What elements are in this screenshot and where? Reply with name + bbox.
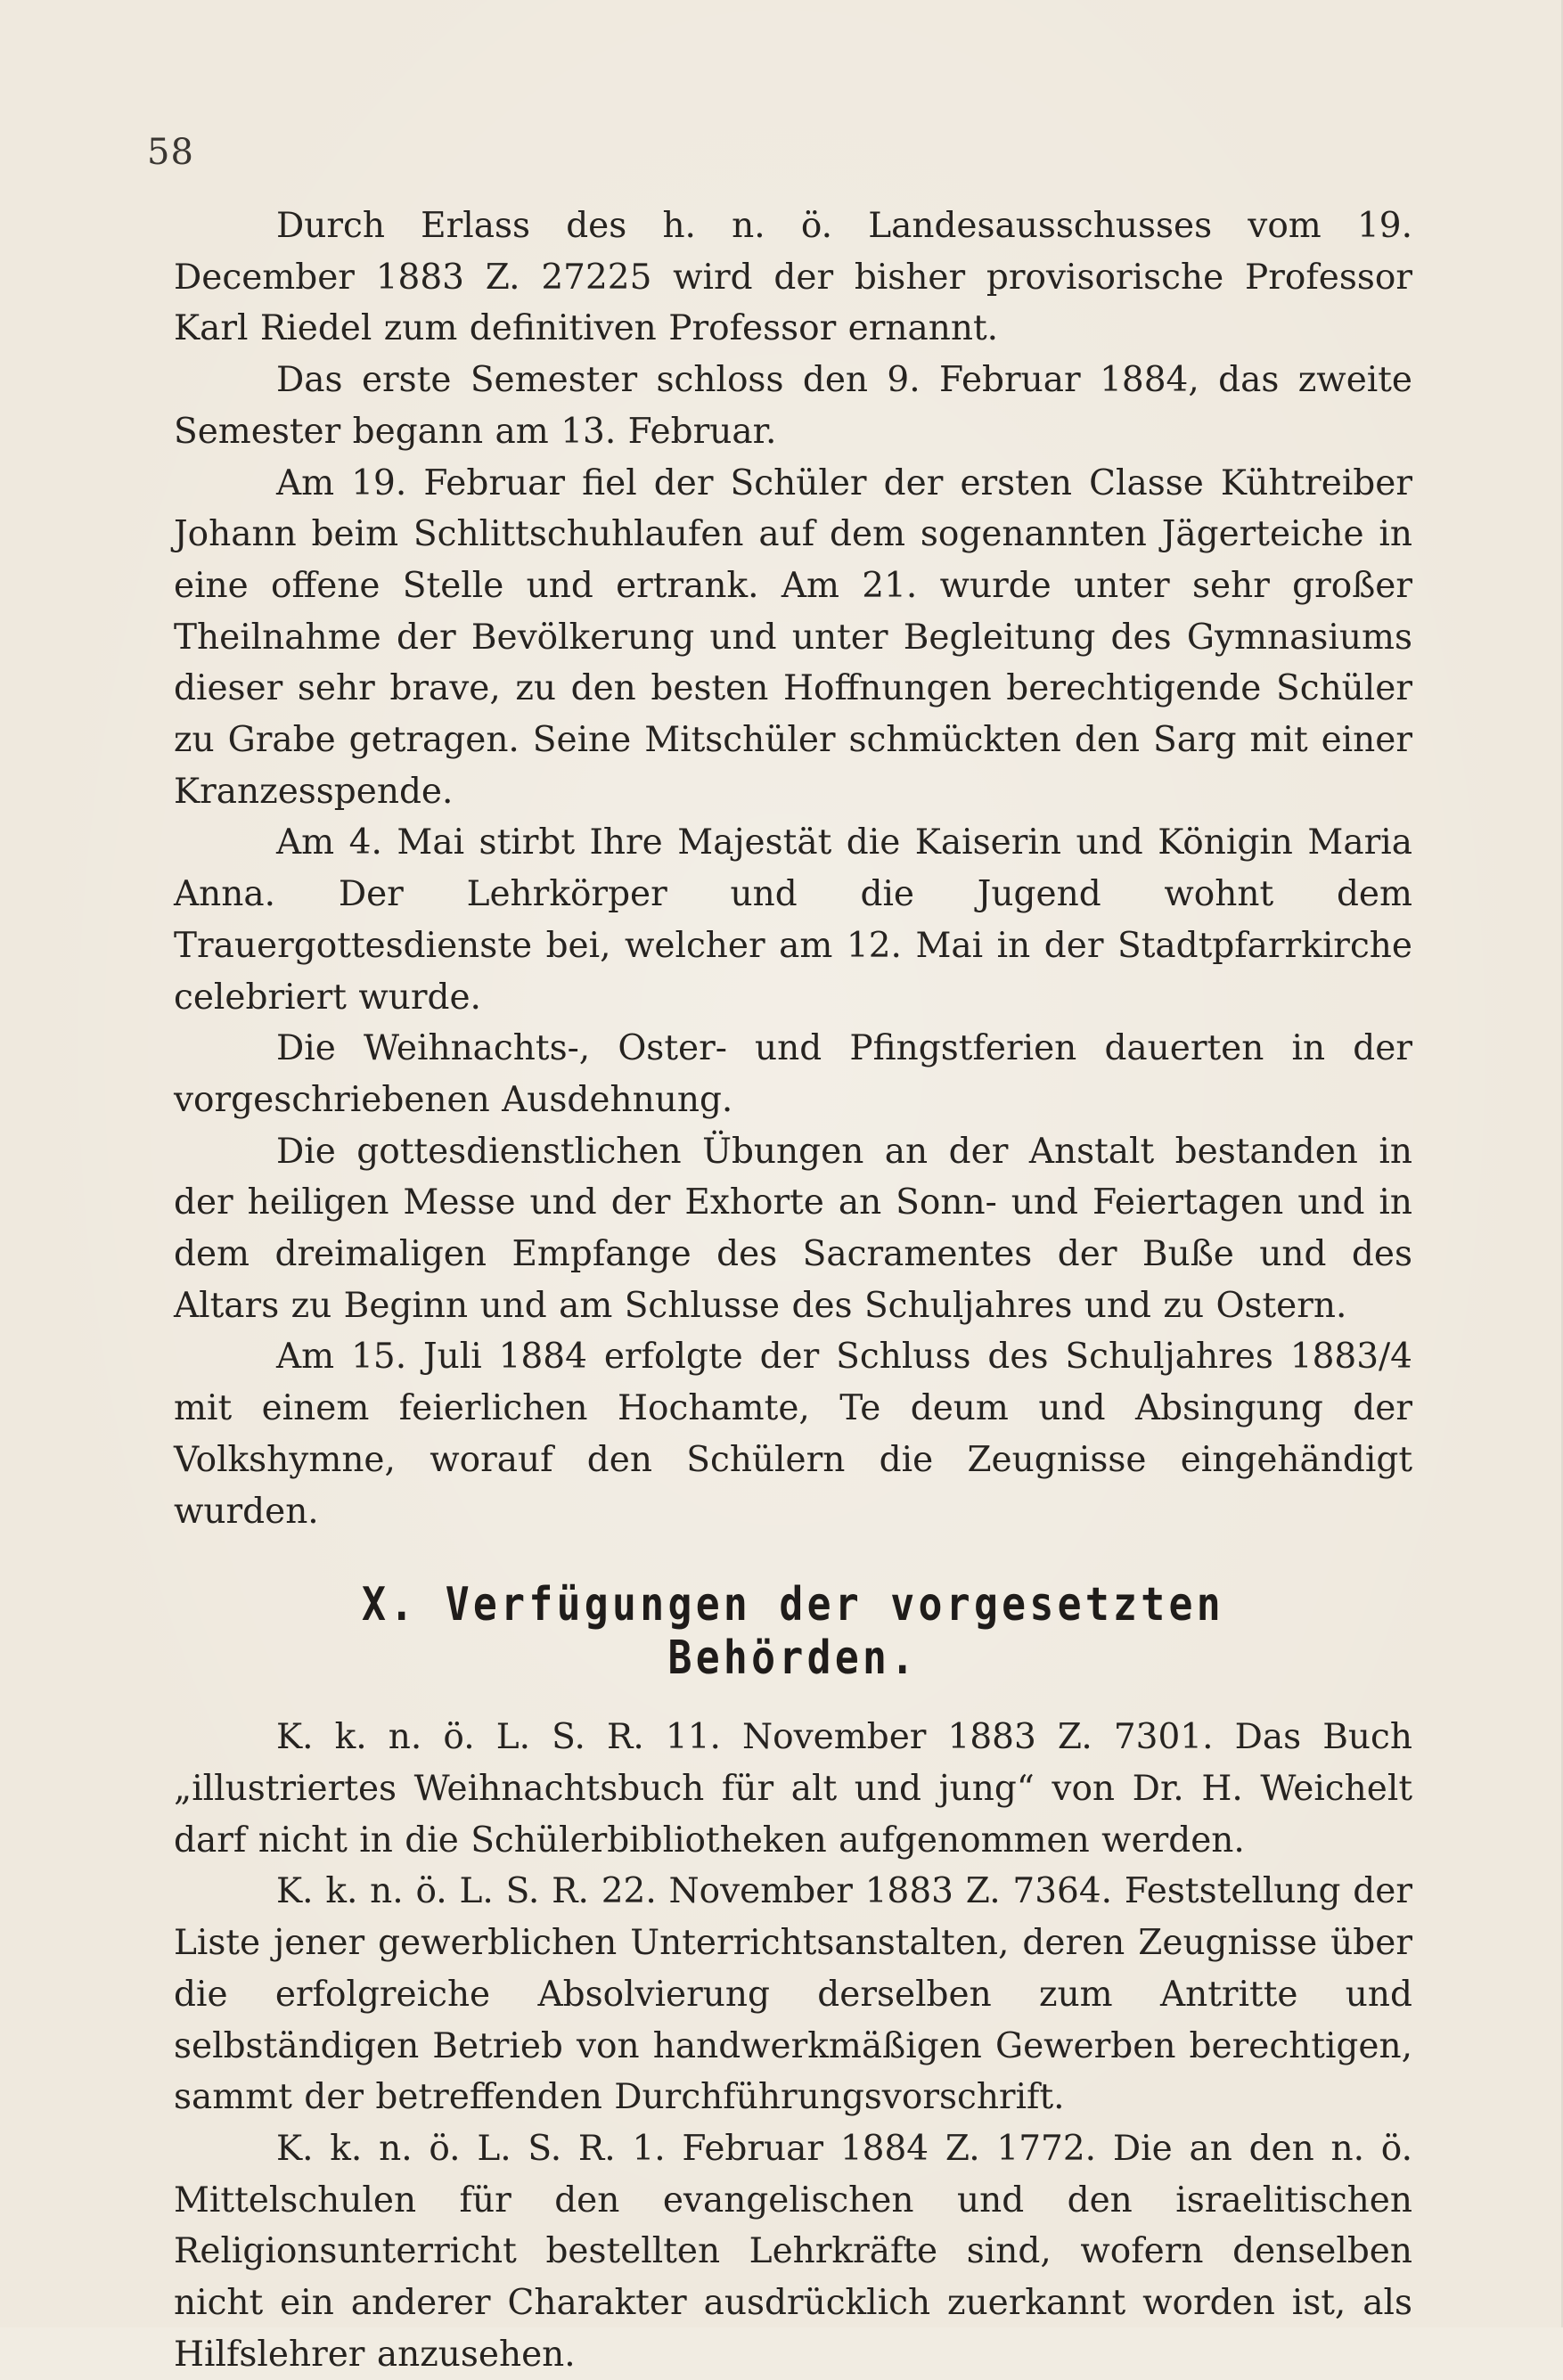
paragraph-school-year-end: Am 15. Juli 1884 erfolgte der Schluss des Schuljahres 1883/4 mit einem feierlichen Hochamte, Te deum und Absingung der Volkshymne, worauf den Schülern die Zeugnisse eingehändigt wurden. — [174, 1337, 1412, 1532]
paragraph-empress-death: Am 4. Mai stirbt Ihre Majestät die Kaiserin und Königin Maria Anna. Der Lehrkörper und die Jugend wohnt dem Trauergottesdienste bei, welcher am 12. Mai in der Stadtpfarrkirche celebriert wurde. — [174, 822, 1412, 1018]
paragraph-student-accident: Am 19. Februar fiel der Schüler der ersten Classe Kühtreiber Johann beim Schlittschuhlaufen auf dem sogenannten Jägerteiche in eine offene Stelle und ertrank. Am 21. wurde unter sehr großer Theilnahme der Bevölkerung und unter Begleitung des Gymnasiums dieser sehr brave, zu den besten Hoffnungen berechtigende Schüler zu Grabe getragen. Seine Mitschüler schmückten den Sarg mit einer Kranzesspende. — [174, 462, 1412, 812]
paragraph-decree-trade-schools: K. k. n. ö. L. S. R. 22. November 1883 Z. 7364. Feststellung der Liste jener gewerblichen Unterrichtsanstalten, deren Zeugnisse über die erfolgreiche Absolvierung derselben zum Antritte und selbständigen Betrieb von handwerkmäßigen Gewerben berechtigen, sammt der betreffenden Durchführungsvorschrift. — [174, 1871, 1412, 2118]
page-number: 58 — [147, 132, 194, 173]
paragraph-religious-exercises: Die gottesdienstlichen Übungen an der Anstalt bestanden in der heiligen Messe und der Exhorte an Sonn- und Feiertagen und in dem dreimaligen Empfange des Sacramentes der Buße und des Altars zu Beginn und am Schlusse des Schuljahres und zu Ostern. — [174, 1131, 1412, 1326]
body-text — [174, 200, 1412, 2380]
paragraph-decree-religion-teachers: K. k. n. ö. L. S. R. 1. Februar 1884 Z. 1772. Die an den n. ö. Mittelschulen für den evangelischen und den israelitischen Religionsunterricht bestellten Lehrkräfte sind, wofern denselben nicht ein anderer Charakter ausdrücklich zuerkannt worden ist, als Hilfslehrer anzusehen. — [174, 2128, 1412, 2375]
paragraph-decree-book: K. k. n. ö. L. S. R. 11. November 1883 Z. 7301. Das Buch „illustriertes Weihnachtsbuch für alt und jung“ von Dr. H. Weichelt darf nicht in die Schülerbibliotheken aufgenommen werden. — [174, 1717, 1412, 1861]
paragraph-professor-appointment: Durch Erlass des h. n. ö. Landesausschusses vom 19. December 1883 Z. 27225 wird der bisher provisorische Professor Karl Riedel zum definitiven Professor ernannt. — [174, 206, 1412, 349]
paragraph-holidays: Die Weihnachts-, Oster- und Pfingstferien dauerten in der vorgeschriebenen Ausdehnung. — [174, 1028, 1412, 1120]
section-heading: X. Verfügungen der vorgesetzten Behörden. — [362, 1578, 1224, 1686]
paragraph-semester-dates: Das erste Semester schloss den 9. Februar 1884, das zweite Semester begann am 13. Februar. — [174, 360, 1412, 452]
